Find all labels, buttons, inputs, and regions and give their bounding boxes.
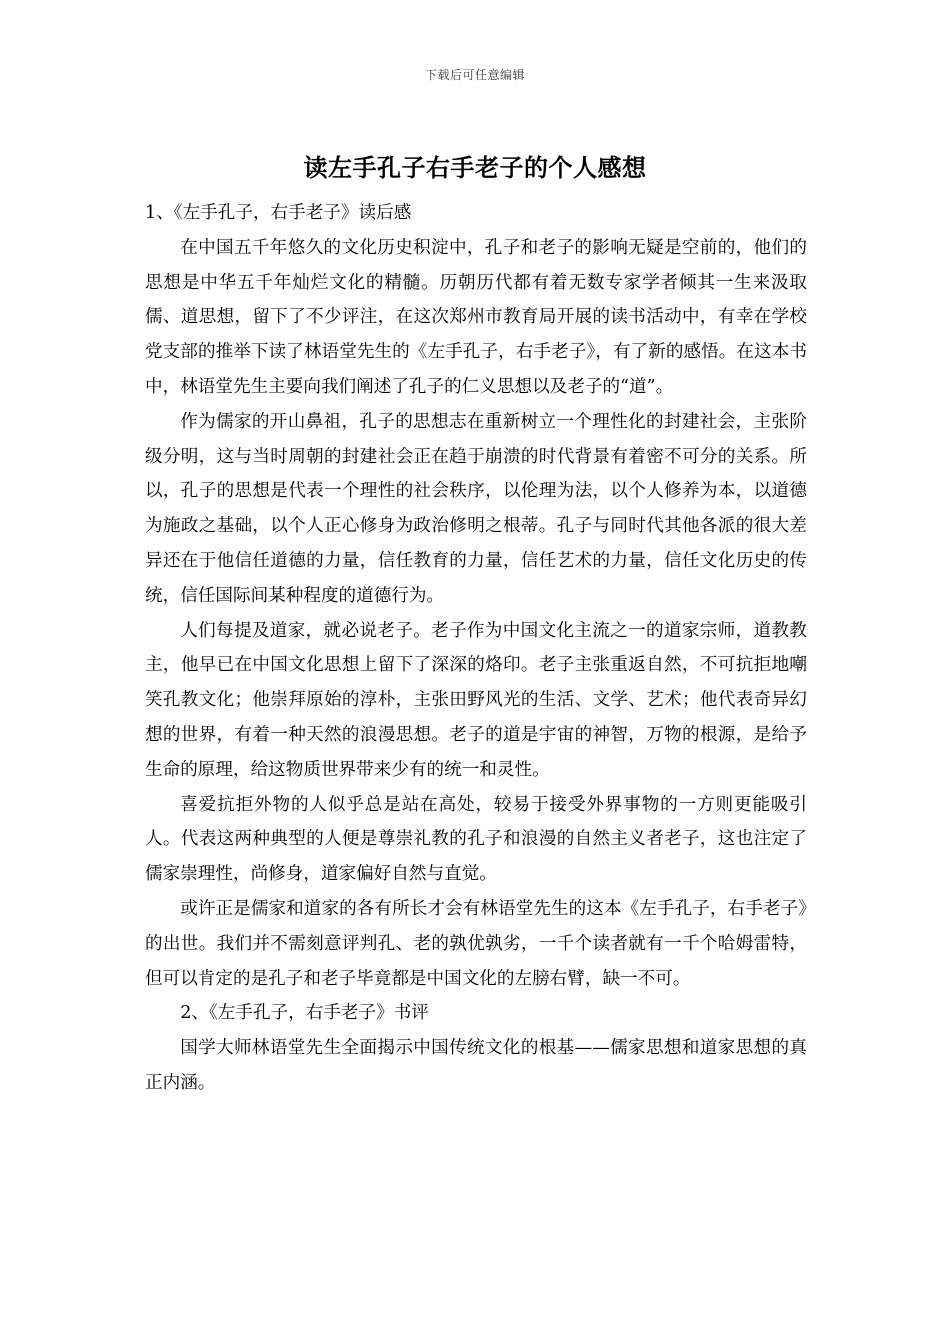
section-1-paragraph-4: 喜爱抗拒外物的人似乎总是站在高处，较易于接受外界事物的一方则更能吸引人。代表这两种典型的人便是尊崇礼教的孔子和浪漫的自然主义者老子，这也注定了儒家崇理性，尚修身，道家偏好自然与直觉。 — [145, 794, 807, 885]
document-title: 读左手孔子右手老子的个人感想 — [303, 153, 647, 182]
header-note: 下载后可任意编辑 — [424, 68, 525, 82]
section-1-paragraph-3: 人们每提及道家，就必说老子。老子作为中国文化主流之一的道家宗师，道教教主，他早已在中国文化思想上留下了深深的烙印。老子主张重返自然，不可抗拒地嘲笑孔教文化；他崇拜原始的淳朴，主张田野风光的生活、文学、艺术；他代表奇异幻想的世界，有着一种天然的浪漫思想。老子的道是宇宙的神智，万物的根源，是给予生命的原理，给这物质世界带来少有的统一和灵性。 — [145, 620, 807, 780]
section-2-paragraph-1: 国学大师林语堂先生全面揭示中国传统文化的根基——儒家思想和道家思想的真正内涵。 — [145, 1038, 807, 1093]
section-1-heading: 1、《左手孔子，右手老子》读后感 — [145, 203, 412, 223]
section-1-paragraph-1: 在中国五千年悠久的文化历史积淀中，孔子和老子的影响无疑是空前的，他们的思想是中华五千年灿烂文化的精髓。历朝历代都有着无数专家学者倾其一生来汲取儒、道思想，留下了不少评注，在这次郑州市教育局开展的读书活动中，有幸在学校党支部的推举下读了林语堂先生的《左手孔子，右手老子》，有了新的感悟。在这本书中，林语堂先生主要向我们阐述了孔子的仁义思想以及老子的“道”。 — [145, 237, 807, 397]
document-body — [145, 196, 807, 1101]
section-2-heading: 2、《左手孔子，右手老子》书评 — [180, 1003, 429, 1024]
section-1-paragraph-2: 作为儒家的开山鼻祖，孔子的思想志在重新树立一个理性化的封建社会，主张阶级分明，这与当时周朝的封建社会正在趋于崩溃的时代背景有着密不可分的关系。所以，孔子的思想是代表一个理性的社会秩序，以伦理为法，以个人修养为本，以道德为施政之基础，以个人正心修身为政治修明之根蒂。孔子与同时代其他各派的很大差异还在于他信任道德的力量，信任教育的力量，信任艺术的力量，信任文化历史的传统，信任国际间某种程度的道德行为。 — [145, 411, 807, 606]
section-1-paragraph-5: 或许正是儒家和道家的各有所长才会有林语堂先生的这本《左手孔子，右手老子》的出世。我们并不需刻意评判孔、老的孰优孰劣，一千个读者就有一千个哈姆雷特，但可以肯定的是孔子和老子毕竟都是中国文化的左膀右臂，缺一不可。 — [145, 898, 807, 989]
